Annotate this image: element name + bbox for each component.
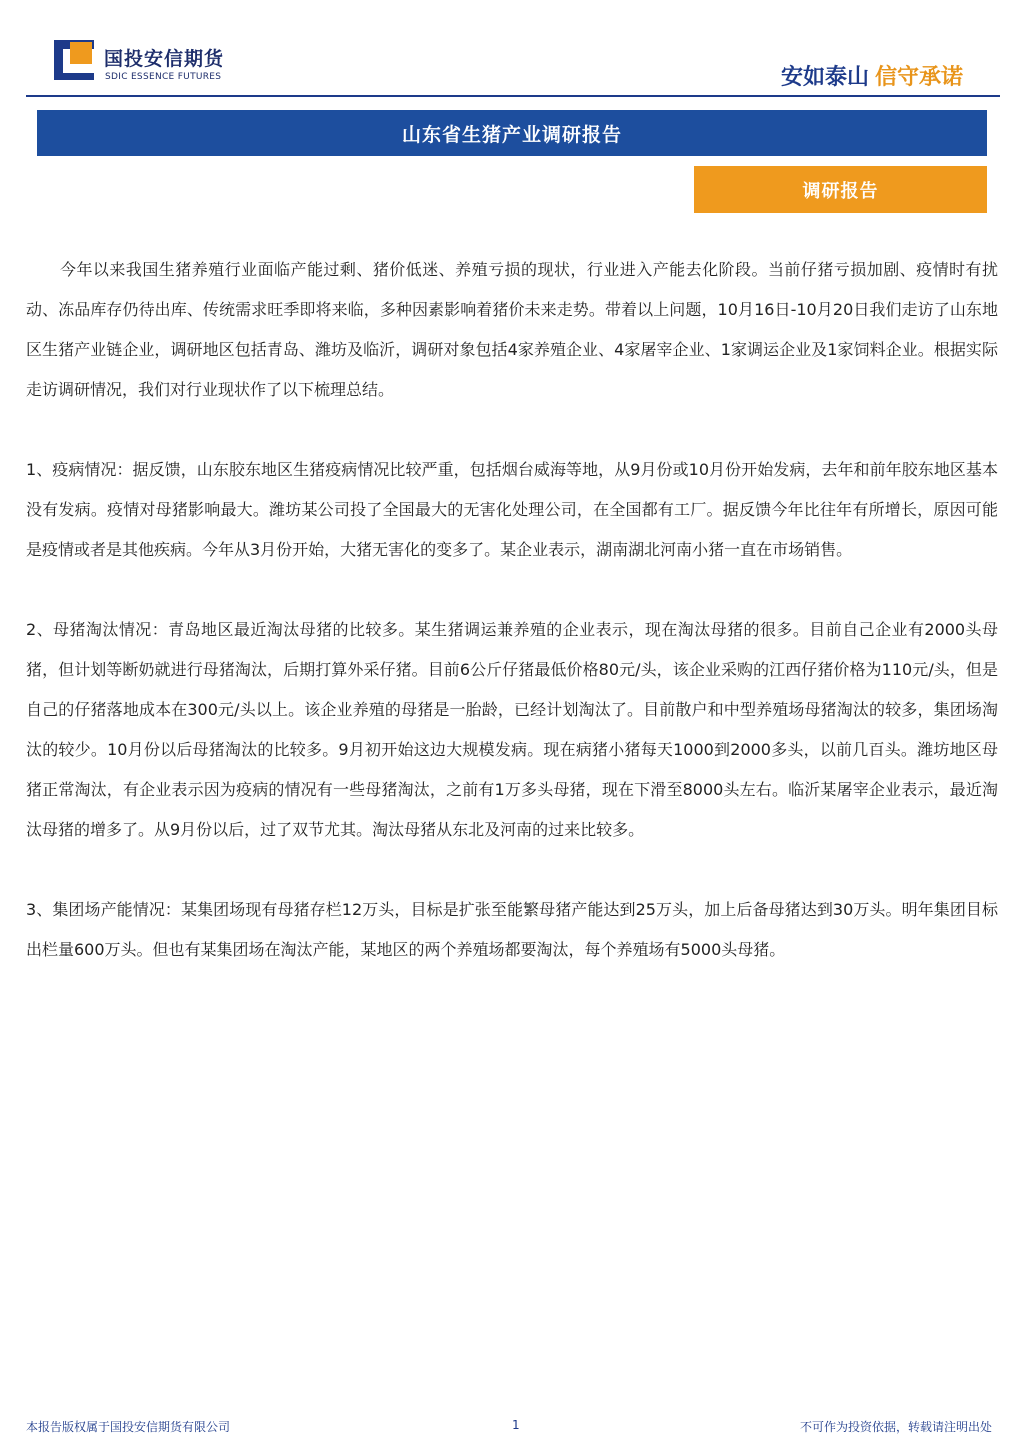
header-divider bbox=[26, 95, 1000, 97]
slogan-part2: 信守承诺 bbox=[874, 65, 963, 90]
company-name-cn: 国投安信期货 bbox=[104, 48, 225, 70]
page-number: 1 bbox=[512, 1418, 520, 1432]
intro-paragraph: 今年以来我国生猪养殖行业面临产能过剩、猪价低迷、养殖亏损的现状，行业进入产能去化阶段。当前仔猪亏损加剧、疫情时有扰动、冻品库存仍待出库、传统需求旺季即将来临，多种因素影响着猪价未来走势。带着以上问题，10月16日-10月20日我们走访了山东地区生猪产业链企业，调研地区包括青岛、潍坊及临沂，调研对象包括4家养殖企业、4家屠宰企业、1家调运企业及1家饲料企业。根据实际走访调研情况，我们对行业现状作了以下梳理总结。 bbox=[26, 260, 998, 399]
report-title: 山东省生猪产业调研报告 bbox=[37, 110, 987, 156]
section-epidemic: 1、疫病情况：据反馈，山东胶东地区生猪疫病情况比较严重，包括烟台威海等地，从9月份或10月份开始发病，去年和前年胶东地区基本没有发病。疫情对母猪影响最大。潍坊某公司投了全国最大的无害化处理公司，在全国都有工厂。据反馈今年比往年有所增长，原因可能是疫情或者是其他疾病。今年从3月份开始，大猪无害化的变多了。某企业表示，湖南湖北河南小猪一直在市场销售。 bbox=[26, 460, 998, 559]
page-footer bbox=[26, 1412, 998, 1440]
report-type-tag: 调研报告 bbox=[694, 166, 987, 213]
company-logo-icon bbox=[54, 40, 94, 80]
report-body bbox=[26, 250, 998, 1010]
section-group-capacity: 3、集团场产能情况：某集团场现有母猪存栏12万头，目标是扩张至能繁母猪产能达到25万头，加上后备母猪达到30万头。明年集团目标出栏量600万头。但也有某集团场在淘汰产能，某地区的两个养殖场都要淘汰，每个养殖场有5000头母猪。 bbox=[26, 900, 998, 959]
footer-disclaimer: 不可作为投资依据，转载请注明出处 bbox=[799, 1420, 992, 1434]
footer-copyright: 本报告版权属于国投安信期货有限公司 bbox=[26, 1420, 231, 1434]
slogan bbox=[781, 60, 963, 91]
page-header bbox=[0, 0, 1025, 100]
section-sow-culling: 2、母猪淘汰情况：青岛地区最近淘汰母猪的比较多。某生猪调运兼养殖的企业表示，现在淘汰母猪的很多。目前自己企业有2000头母猪，但计划等断奶就进行母猪淘汰，后期打算外采仔猪。目前6公斤仔猪最低价格80元/头，该企业采购的江西仔猪价格为110元/头，但是自己的仔猪落地成本在300元/头以上。该企业养殖的母猪是一胎龄，已经计划淘汰了。目前散户和中型养殖场母猪淘汰的较多，集团场淘汰的较少。10月份以后母猪淘汰的比较多。9月初开始这边大规模发病。现在病猪小猪每天1000到2000多头，以前几百头。潍坊地区母猪正常淘汰，有企业表示因为疫病的情况有一些母猪淘汰，之前有1万多头母猪，现在下滑至8000头左右。临沂某屠宰企业表示，最近淘汰母猪的增多了。从9月份以后，过了双节尤其。淘汰母猪从东北及河南的过来比较多。 bbox=[26, 620, 998, 839]
company-name-en: SDIC ESSENCE FUTURES bbox=[105, 72, 222, 82]
slogan-part1: 安如泰山 bbox=[780, 65, 869, 90]
